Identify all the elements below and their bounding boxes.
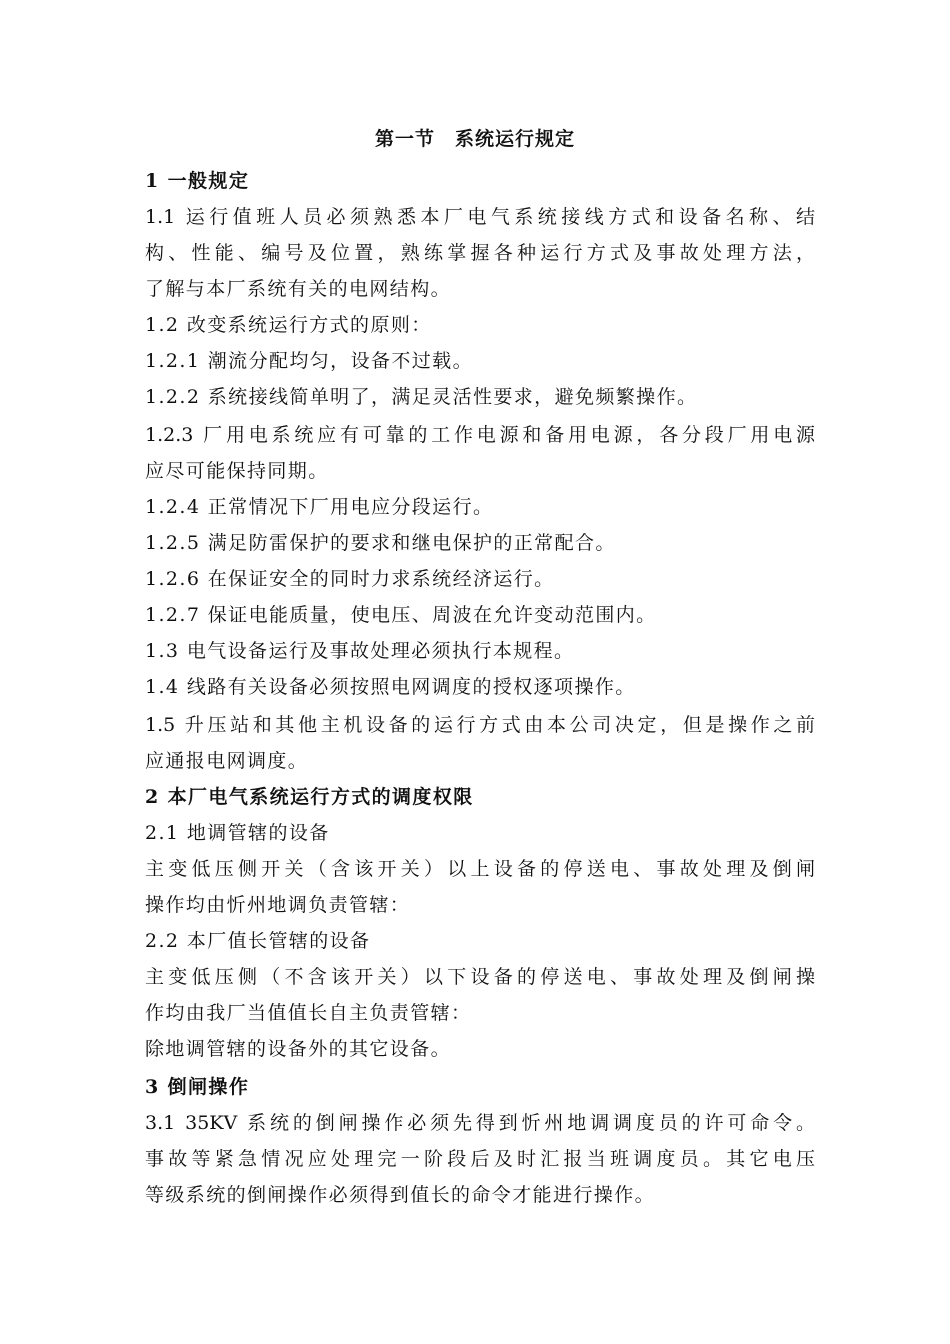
paragraph-line: 主变低压侧（不含该开关）以下设备的停送电、事故处理及倒闸操	[145, 966, 815, 988]
paragraph-line: 1.2.2 系统接线简单明了，满足灵活性要求，避免频繁操作。	[145, 386, 698, 408]
paragraph-line: 1.2 改变系统运行方式的原则：	[145, 314, 432, 336]
paragraph-line: 应通报电网调度。	[145, 750, 309, 772]
paragraph-line: 作均由我厂当值值长自主负责管辖：	[145, 1002, 472, 1024]
paragraph-line: 2.1 地调管辖的设备	[145, 822, 330, 844]
paragraph-line: 应尽可能保持同期。	[145, 460, 329, 482]
paragraph-line: 1.3 电气设备运行及事故处理必须执行本规程。	[145, 640, 575, 662]
paragraph-line: 1.1 运行值班人员必须熟悉本厂电气系统接线方式和设备名称、结	[145, 206, 815, 228]
paragraph-line: 1.2.6 在保证安全的同时力求系统经济运行。	[145, 568, 555, 590]
paragraph-line: 1.4 线路有关设备必须按照电网调度的授权逐项操作。	[145, 676, 636, 698]
paragraph-line: 1.2.5 满足防雷保护的要求和继电保护的正常配合。	[145, 532, 616, 554]
paragraph-line: 了解与本厂系统有关的电网结构。	[145, 278, 452, 300]
paragraph-line: 构、性能、编号及位置，熟练掌握各种运行方式及事故处理方法，	[145, 242, 815, 264]
paragraph-line: 1.2.4 正常情况下厂用电应分段运行。	[145, 496, 494, 518]
paragraph-line: 除地调管辖的设备外的其它设备。	[145, 1038, 452, 1060]
paragraph-line: 1.2.7 保证电能质量，使电压、周波在允许变动范围内。	[145, 604, 657, 626]
section-title: 第一节 系统运行规定	[374, 128, 575, 150]
paragraph-line: 3.1 35KV 系统的倒闸操作必须先得到忻州地调调度员的许可命令。	[145, 1112, 815, 1134]
heading-3: 3 倒闸操作	[145, 1076, 250, 1098]
paragraph-line: 操作均由忻州地调负责管辖：	[145, 894, 411, 916]
paragraph-line: 2.2 本厂值长管辖的设备	[145, 930, 371, 952]
paragraph-line: 主变低压侧开关（含该开关）以上设备的停送电、事故处理及倒闸	[145, 858, 815, 880]
heading-1: 1 一般规定	[145, 170, 250, 192]
paragraph-line: 1.2.1 潮流分配均匀，设备不过载。	[145, 350, 473, 372]
paragraph-line: 1.5 升压站和其他主机设备的运行方式由本公司决定，但是操作之前	[145, 714, 815, 736]
heading-2: 2 本厂电气系统运行方式的调度权限	[145, 786, 474, 808]
paragraph-line: 1.2.3 厂用电系统应有可靠的工作电源和备用电源，各分段厂用电源	[145, 424, 815, 446]
paragraph-line: 事故等紧急情况应处理完一阶段后及时汇报当班调度员。其它电压	[145, 1148, 815, 1170]
paragraph-line: 等级系统的倒闸操作必须得到值长的命令才能进行操作。	[145, 1184, 656, 1206]
